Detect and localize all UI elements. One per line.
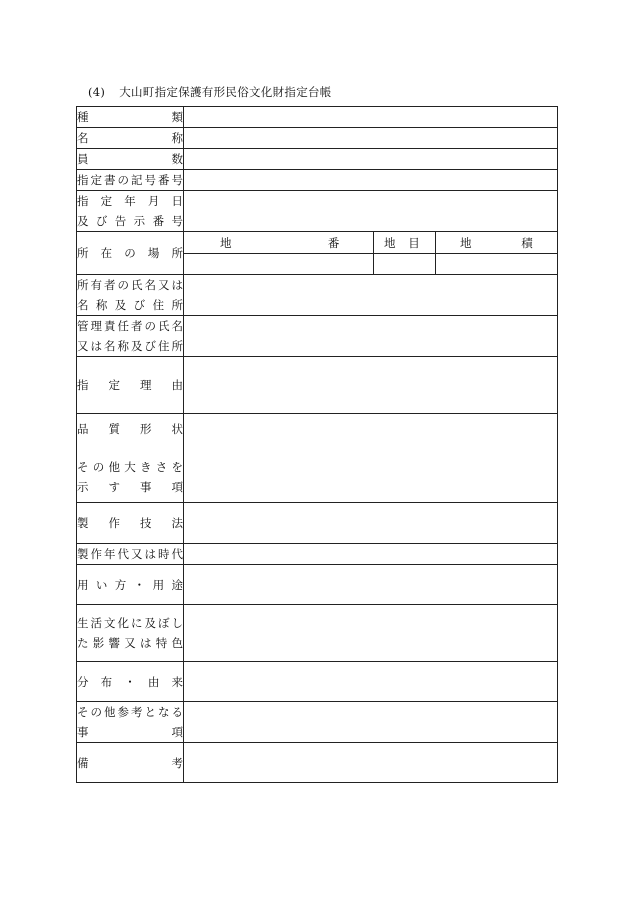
label-cell-designation-date <box>77 191 184 232</box>
label-name: 名 称 <box>77 131 183 145</box>
label-cell-quality <box>77 414 184 503</box>
label-cell-name <box>77 128 184 149</box>
label-kind: 種 類 <box>77 110 183 124</box>
value-technique[interactable] <box>184 503 558 544</box>
value-area[interactable] <box>436 254 558 275</box>
label-designation-date-line2: 及 び 告 示 番 号 <box>77 214 183 228</box>
value-reason[interactable] <box>184 357 558 414</box>
designation-ledger-table <box>76 106 558 783</box>
value-remarks[interactable] <box>184 743 558 783</box>
row-technique <box>77 503 558 544</box>
label-count: 員 数 <box>77 152 183 166</box>
label-cell-era <box>77 544 184 565</box>
label-cell-owner <box>77 275 184 316</box>
label-cell-influence <box>77 605 184 662</box>
label-other-line1: そ の 他 参 考 と な る <box>77 705 183 719</box>
label-technique: 製 作 技 法 <box>77 516 183 530</box>
value-category[interactable] <box>374 254 436 275</box>
value-other[interactable] <box>184 702 558 743</box>
row-designation-number <box>77 170 558 191</box>
row-owner <box>77 275 558 316</box>
label-cell-technique <box>77 503 184 544</box>
value-designation-date[interactable] <box>184 191 558 232</box>
section-number: (4) <box>88 85 106 99</box>
label-owner-line1: 所 有 者 の 氏 名 又 は <box>77 278 183 292</box>
value-designation-number[interactable] <box>184 170 558 191</box>
row-location-header <box>77 232 558 254</box>
label-manager-line1: 管 理 責 任 者 の 氏 名 <box>77 319 183 333</box>
page-title <box>88 84 332 100</box>
label-cell-remarks <box>77 743 184 783</box>
value-usage[interactable] <box>184 565 558 605</box>
row-distribution <box>77 662 558 702</box>
label-designation-date-line1: 指 定 年 月 日 <box>77 194 183 208</box>
label-cell-reason <box>77 357 184 414</box>
label-owner-line2: 名 称 及 び 住 所 <box>77 298 183 312</box>
label-cell-kind <box>77 107 184 128</box>
label-distribution: 分 布 ・ 由 来 <box>77 674 183 689</box>
label-cell-count <box>77 149 184 170</box>
value-distribution[interactable] <box>184 662 558 702</box>
row-other <box>77 702 558 743</box>
header-lot-label: 地 番 <box>220 235 340 250</box>
label-era: 製 作 年 代 又 は 時 代 <box>77 547 183 561</box>
value-influence[interactable] <box>184 605 558 662</box>
value-quality[interactable] <box>184 414 558 503</box>
row-usage <box>77 565 558 605</box>
row-kind <box>77 107 558 128</box>
row-reason <box>77 357 558 414</box>
label-quality-line1: 品 質 形 状 <box>77 422 183 436</box>
label-cell-other <box>77 702 184 743</box>
label-other-line2: 事 項 <box>77 725 183 739</box>
label-quality-line3: 示 す 事 項 <box>77 480 183 494</box>
header-area <box>436 232 558 254</box>
row-name <box>77 128 558 149</box>
label-cell-manager <box>77 316 184 357</box>
label-cell-location <box>77 232 184 275</box>
label-location: 所 在 の 場 所 <box>77 246 183 260</box>
row-manager <box>77 316 558 357</box>
row-influence <box>77 605 558 662</box>
label-manager-line2: 又 は 名 称 及 び 住 所 <box>77 339 183 353</box>
header-category <box>374 232 436 254</box>
row-era <box>77 544 558 565</box>
label-designation-number: 指 定 書 の 記 号 番 号 <box>77 173 183 187</box>
label-cell-distribution <box>77 662 184 702</box>
value-owner[interactable] <box>184 275 558 316</box>
row-designation-date <box>77 191 558 232</box>
label-influence-line1: 生 活 文 化 に 及 ぼ し <box>77 616 183 630</box>
header-lot <box>184 232 374 254</box>
ledger-title: 大山町指定保護有形民俗文化財指定台帳 <box>119 85 332 99</box>
value-name[interactable] <box>184 128 558 149</box>
label-cell-designation-number <box>77 170 184 191</box>
value-lot[interactable] <box>184 254 374 275</box>
label-reason: 指 定 理 由 <box>77 378 183 392</box>
header-category-label: 地 目 <box>384 235 420 250</box>
label-usage: 用 い 方 ・ 用 途 <box>77 577 183 592</box>
label-quality-line2: そ の 他 大 き さ を <box>77 460 183 474</box>
row-remarks <box>77 743 558 783</box>
label-cell-usage <box>77 565 184 605</box>
value-kind[interactable] <box>184 107 558 128</box>
label-remarks: 備 考 <box>77 755 183 770</box>
label-influence-line2: た 影 響 又 は 特 色 <box>77 636 183 650</box>
header-area-label: 地 積 <box>460 235 533 250</box>
row-count <box>77 149 558 170</box>
value-era[interactable] <box>184 544 558 565</box>
value-manager[interactable] <box>184 316 558 357</box>
value-count[interactable] <box>184 149 558 170</box>
row-quality <box>77 414 558 503</box>
